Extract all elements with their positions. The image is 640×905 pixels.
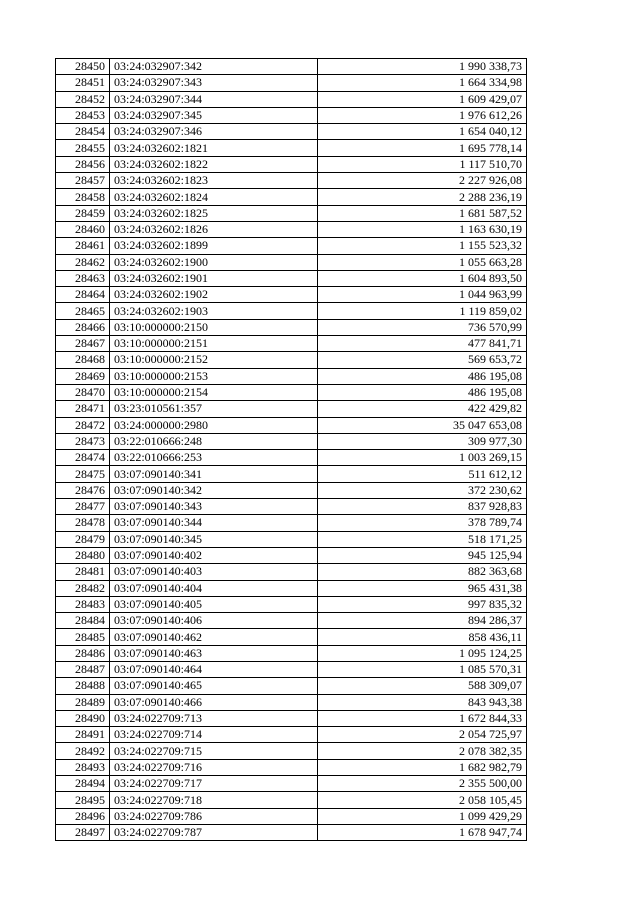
row-number-cell: 28493 bbox=[56, 759, 110, 775]
table-row bbox=[56, 613, 527, 629]
value-cell: 1 003 269,15 bbox=[318, 450, 527, 466]
value-cell: 422 429,82 bbox=[318, 401, 527, 417]
table-row bbox=[56, 547, 527, 563]
value-cell: 2 058 105,45 bbox=[318, 792, 527, 808]
cadastral-number-cell: 03:24:032602:1824 bbox=[110, 189, 318, 205]
cadastral-number-cell: 03:24:032907:342 bbox=[110, 59, 318, 75]
row-number-cell: 28488 bbox=[56, 678, 110, 694]
row-number-cell: 28459 bbox=[56, 205, 110, 221]
cadastral-number-cell: 03:07:090140:344 bbox=[110, 515, 318, 531]
row-number-cell: 28476 bbox=[56, 482, 110, 498]
row-number-cell: 28469 bbox=[56, 368, 110, 384]
row-number-cell: 28450 bbox=[56, 59, 110, 75]
table-row bbox=[56, 596, 527, 612]
row-number-cell: 28467 bbox=[56, 336, 110, 352]
table-row bbox=[56, 645, 527, 661]
table-row bbox=[56, 75, 527, 91]
table-row bbox=[56, 499, 527, 515]
cadastral-number-cell: 03:24:032602:1821 bbox=[110, 140, 318, 156]
value-cell: 511 612,12 bbox=[318, 466, 527, 482]
table-row bbox=[56, 792, 527, 808]
cadastral-number-cell: 03:10:000000:2151 bbox=[110, 336, 318, 352]
table-row bbox=[56, 450, 527, 466]
value-cell: 2 078 382,35 bbox=[318, 743, 527, 759]
table-row bbox=[56, 824, 527, 840]
row-number-cell: 28487 bbox=[56, 661, 110, 677]
cadastral-number-cell: 03:24:032602:1825 bbox=[110, 205, 318, 221]
row-number-cell: 28485 bbox=[56, 629, 110, 645]
table-row bbox=[56, 368, 527, 384]
cadastral-number-cell: 03:07:090140:402 bbox=[110, 547, 318, 563]
cadastral-number-cell: 03:07:090140:464 bbox=[110, 661, 318, 677]
cadastral-number-cell: 03:22:010666:248 bbox=[110, 433, 318, 449]
value-cell: 1 682 982,79 bbox=[318, 759, 527, 775]
value-cell: 858 436,11 bbox=[318, 629, 527, 645]
cadastral-number-cell: 03:24:032907:343 bbox=[110, 75, 318, 91]
cadastral-number-cell: 03:07:090140:462 bbox=[110, 629, 318, 645]
row-number-cell: 28460 bbox=[56, 221, 110, 237]
value-cell: 1 155 523,32 bbox=[318, 238, 527, 254]
cadastral-number-cell: 03:24:032602:1902 bbox=[110, 287, 318, 303]
table-row bbox=[56, 808, 527, 824]
cadastral-number-cell: 03:24:032602:1822 bbox=[110, 156, 318, 172]
row-number-cell: 28482 bbox=[56, 580, 110, 596]
cadastral-number-cell: 03:07:090140:405 bbox=[110, 596, 318, 612]
row-number-cell: 28472 bbox=[56, 417, 110, 433]
value-cell: 1 976 612,26 bbox=[318, 107, 527, 123]
table-row bbox=[56, 629, 527, 645]
row-number-cell: 28496 bbox=[56, 808, 110, 824]
row-number-cell: 28492 bbox=[56, 743, 110, 759]
row-number-cell: 28465 bbox=[56, 303, 110, 319]
table-row bbox=[56, 776, 527, 792]
row-number-cell: 28461 bbox=[56, 238, 110, 254]
row-number-cell: 28473 bbox=[56, 433, 110, 449]
table-row bbox=[56, 238, 527, 254]
row-number-cell: 28452 bbox=[56, 91, 110, 107]
value-cell: 1 055 663,28 bbox=[318, 254, 527, 270]
table-row bbox=[56, 417, 527, 433]
value-cell: 518 171,25 bbox=[318, 531, 527, 547]
value-cell: 1 672 844,33 bbox=[318, 710, 527, 726]
table-row bbox=[56, 531, 527, 547]
cadastral-number-cell: 03:24:032907:344 bbox=[110, 91, 318, 107]
row-number-cell: 28471 bbox=[56, 401, 110, 417]
table-row bbox=[56, 91, 527, 107]
cadastral-number-cell: 03:22:010666:253 bbox=[110, 450, 318, 466]
row-number-cell: 28453 bbox=[56, 107, 110, 123]
value-cell: 2 227 926,08 bbox=[318, 173, 527, 189]
row-number-cell: 28484 bbox=[56, 613, 110, 629]
value-cell: 1 990 338,73 bbox=[318, 59, 527, 75]
table-row bbox=[56, 173, 527, 189]
value-cell: 736 570,99 bbox=[318, 319, 527, 335]
cadastral-number-cell: 03:24:032907:346 bbox=[110, 124, 318, 140]
cadastral-number-cell: 03:07:090140:463 bbox=[110, 645, 318, 661]
value-cell: 1 117 510,70 bbox=[318, 156, 527, 172]
row-number-cell: 28495 bbox=[56, 792, 110, 808]
value-cell: 1 664 334,98 bbox=[318, 75, 527, 91]
row-number-cell: 28480 bbox=[56, 547, 110, 563]
row-number-cell: 28483 bbox=[56, 596, 110, 612]
table-row bbox=[56, 205, 527, 221]
value-cell: 2 054 725,97 bbox=[318, 727, 527, 743]
table-row bbox=[56, 124, 527, 140]
value-cell: 1 095 124,25 bbox=[318, 645, 527, 661]
cadastral-number-cell: 03:07:090140:406 bbox=[110, 613, 318, 629]
value-cell: 837 928,83 bbox=[318, 499, 527, 515]
row-number-cell: 28455 bbox=[56, 140, 110, 156]
value-cell: 1 695 778,14 bbox=[318, 140, 527, 156]
row-number-cell: 28491 bbox=[56, 727, 110, 743]
cadastral-number-cell: 03:24:032907:345 bbox=[110, 107, 318, 123]
table-row bbox=[56, 287, 527, 303]
table-row bbox=[56, 140, 527, 156]
cadastral-number-cell: 03:24:032602:1903 bbox=[110, 303, 318, 319]
data-table bbox=[55, 58, 527, 841]
row-number-cell: 28463 bbox=[56, 270, 110, 286]
value-cell: 1 163 630,19 bbox=[318, 221, 527, 237]
row-number-cell: 28481 bbox=[56, 564, 110, 580]
table-row bbox=[56, 384, 527, 400]
table-row bbox=[56, 303, 527, 319]
row-number-cell: 28490 bbox=[56, 710, 110, 726]
value-cell: 588 309,07 bbox=[318, 678, 527, 694]
cadastral-number-cell: 03:24:022709:714 bbox=[110, 727, 318, 743]
cadastral-number-cell: 03:24:000000:2980 bbox=[110, 417, 318, 433]
value-cell: 1 119 859,02 bbox=[318, 303, 527, 319]
value-cell: 843 943,38 bbox=[318, 694, 527, 710]
value-cell: 378 789,74 bbox=[318, 515, 527, 531]
value-cell: 486 195,08 bbox=[318, 368, 527, 384]
cadastral-number-cell: 03:23:010561:357 bbox=[110, 401, 318, 417]
cadastral-number-cell: 03:24:032602:1901 bbox=[110, 270, 318, 286]
cadastral-number-cell: 03:07:090140:465 bbox=[110, 678, 318, 694]
value-cell: 569 653,72 bbox=[318, 352, 527, 368]
table-row bbox=[56, 743, 527, 759]
value-cell: 372 230,62 bbox=[318, 482, 527, 498]
value-cell: 1 678 947,74 bbox=[318, 824, 527, 840]
value-cell: 309 977,30 bbox=[318, 433, 527, 449]
row-number-cell: 28468 bbox=[56, 352, 110, 368]
value-cell: 486 195,08 bbox=[318, 384, 527, 400]
table-row bbox=[56, 189, 527, 205]
value-cell: 1 085 570,31 bbox=[318, 661, 527, 677]
row-number-cell: 28497 bbox=[56, 824, 110, 840]
cadastral-number-cell: 03:24:032602:1826 bbox=[110, 221, 318, 237]
value-cell: 997 835,32 bbox=[318, 596, 527, 612]
row-number-cell: 28475 bbox=[56, 466, 110, 482]
table-row bbox=[56, 759, 527, 775]
cadastral-number-cell: 03:07:090140:404 bbox=[110, 580, 318, 596]
table-row bbox=[56, 352, 527, 368]
table-row bbox=[56, 710, 527, 726]
cadastral-number-cell: 03:10:000000:2154 bbox=[110, 384, 318, 400]
row-number-cell: 28462 bbox=[56, 254, 110, 270]
row-number-cell: 28470 bbox=[56, 384, 110, 400]
cadastral-number-cell: 03:24:022709:786 bbox=[110, 808, 318, 824]
row-number-cell: 28451 bbox=[56, 75, 110, 91]
table-row bbox=[56, 564, 527, 580]
cadastral-number-cell: 03:24:032602:1899 bbox=[110, 238, 318, 254]
table-row bbox=[56, 482, 527, 498]
table-row bbox=[56, 107, 527, 123]
value-cell: 477 841,71 bbox=[318, 336, 527, 352]
table-row bbox=[56, 661, 527, 677]
table-row bbox=[56, 580, 527, 596]
table-row bbox=[56, 270, 527, 286]
cadastral-number-cell: 03:07:090140:343 bbox=[110, 499, 318, 515]
row-number-cell: 28458 bbox=[56, 189, 110, 205]
value-cell: 1 609 429,07 bbox=[318, 91, 527, 107]
row-number-cell: 28486 bbox=[56, 645, 110, 661]
table-row bbox=[56, 319, 527, 335]
cadastral-number-cell: 03:24:022709:787 bbox=[110, 824, 318, 840]
row-number-cell: 28478 bbox=[56, 515, 110, 531]
table-row bbox=[56, 254, 527, 270]
cadastral-number-cell: 03:07:090140:345 bbox=[110, 531, 318, 547]
row-number-cell: 28489 bbox=[56, 694, 110, 710]
cadastral-number-cell: 03:10:000000:2152 bbox=[110, 352, 318, 368]
row-number-cell: 28456 bbox=[56, 156, 110, 172]
value-cell: 1 681 587,52 bbox=[318, 205, 527, 221]
value-cell: 882 363,68 bbox=[318, 564, 527, 580]
table-row bbox=[56, 401, 527, 417]
cadastral-number-cell: 03:24:022709:713 bbox=[110, 710, 318, 726]
value-cell: 894 286,37 bbox=[318, 613, 527, 629]
value-cell: 1 044 963,99 bbox=[318, 287, 527, 303]
table-row bbox=[56, 59, 527, 75]
row-number-cell: 28494 bbox=[56, 776, 110, 792]
table-row bbox=[56, 515, 527, 531]
cadastral-number-cell: 03:24:032602:1900 bbox=[110, 254, 318, 270]
value-cell: 1 099 429,29 bbox=[318, 808, 527, 824]
value-cell: 35 047 653,08 bbox=[318, 417, 527, 433]
table-row bbox=[56, 221, 527, 237]
row-number-cell: 28457 bbox=[56, 173, 110, 189]
table-body bbox=[56, 59, 527, 841]
cadastral-number-cell: 03:07:090140:341 bbox=[110, 466, 318, 482]
row-number-cell: 28474 bbox=[56, 450, 110, 466]
value-cell: 965 431,38 bbox=[318, 580, 527, 596]
cadastral-number-cell: 03:07:090140:342 bbox=[110, 482, 318, 498]
value-cell: 2 355 500,00 bbox=[318, 776, 527, 792]
row-number-cell: 28464 bbox=[56, 287, 110, 303]
cadastral-number-cell: 03:24:022709:715 bbox=[110, 743, 318, 759]
value-cell: 945 125,94 bbox=[318, 547, 527, 563]
cadastral-number-cell: 03:10:000000:2153 bbox=[110, 368, 318, 384]
table-row bbox=[56, 727, 527, 743]
cadastral-number-cell: 03:10:000000:2150 bbox=[110, 319, 318, 335]
row-number-cell: 28454 bbox=[56, 124, 110, 140]
table-row bbox=[56, 433, 527, 449]
row-number-cell: 28477 bbox=[56, 499, 110, 515]
table-row bbox=[56, 694, 527, 710]
cadastral-number-cell: 03:07:090140:403 bbox=[110, 564, 318, 580]
cadastral-number-cell: 03:24:032602:1823 bbox=[110, 173, 318, 189]
cadastral-number-cell: 03:24:022709:718 bbox=[110, 792, 318, 808]
value-cell: 1 604 893,50 bbox=[318, 270, 527, 286]
table-row bbox=[56, 678, 527, 694]
value-cell: 1 654 040,12 bbox=[318, 124, 527, 140]
table-row bbox=[56, 466, 527, 482]
cadastral-number-cell: 03:07:090140:466 bbox=[110, 694, 318, 710]
cadastral-number-cell: 03:24:022709:716 bbox=[110, 759, 318, 775]
row-number-cell: 28466 bbox=[56, 319, 110, 335]
row-number-cell: 28479 bbox=[56, 531, 110, 547]
table-row bbox=[56, 156, 527, 172]
value-cell: 2 288 236,19 bbox=[318, 189, 527, 205]
cadastral-number-cell: 03:24:022709:717 bbox=[110, 776, 318, 792]
table-row bbox=[56, 336, 527, 352]
